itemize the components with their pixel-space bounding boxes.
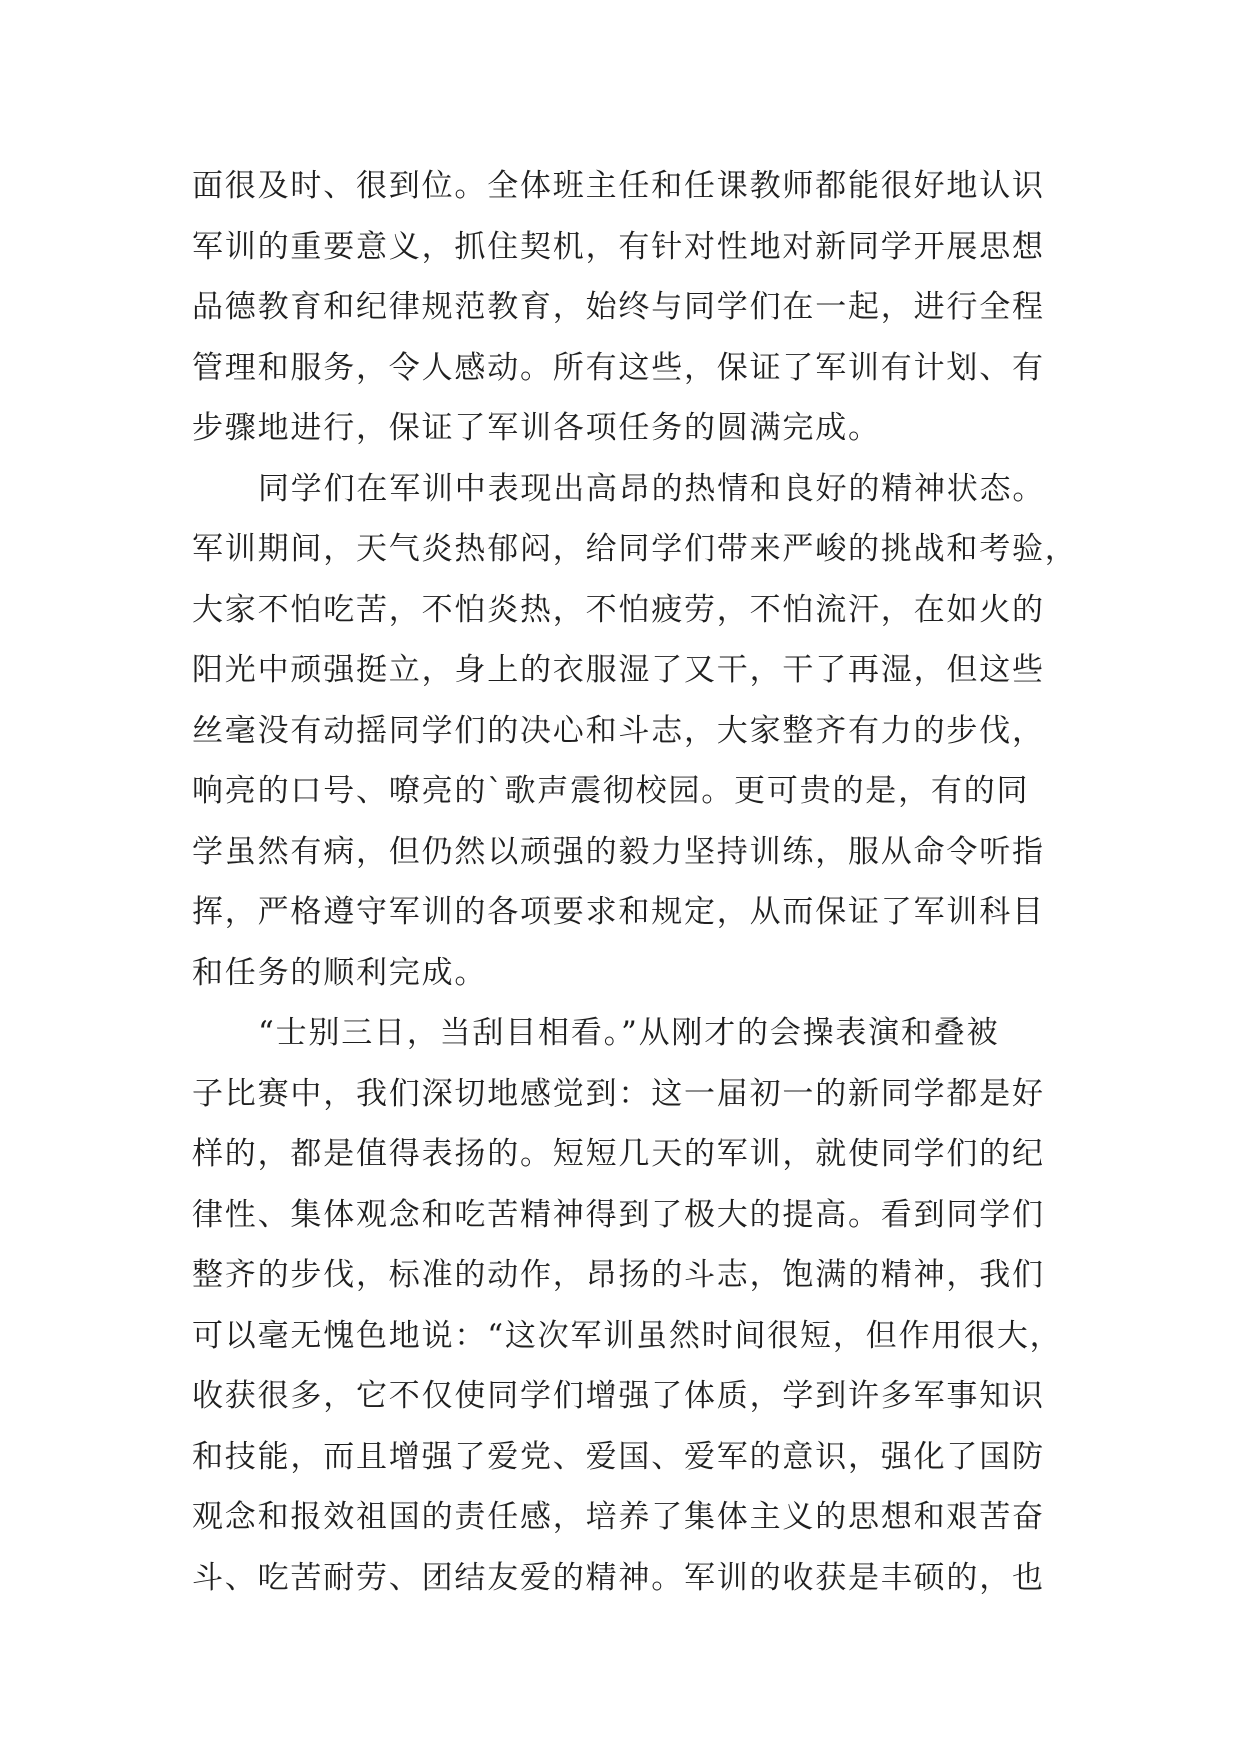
text-line: 和任务的顺利完成。 xyxy=(192,954,488,991)
text-line: 面很及时、很到位。全体班主任和任课教师都能很好地认识 xyxy=(192,168,1045,204)
text-line: 响亮的口号、嘹亮的`歌声震彻校园。更可贵的是，有的同 xyxy=(192,773,1030,809)
paragraph-3 xyxy=(192,1003,1063,1608)
paragraph-1 xyxy=(192,156,1058,459)
text-line: 学虽然有病，但仍然以顽强的毅力坚持训练，服从命令听指 xyxy=(192,833,1045,870)
text-line: 挥，严格遵守军训的各项要求和规定，从而保证了军训科目 xyxy=(192,894,1045,930)
text-line: 品德教育和纪律规范教育，始终与同学们在一起，进行全程 xyxy=(192,289,1045,325)
text-line: 同学们在军训中表现出高昂的热情和良好的精神状态。 xyxy=(258,470,1046,507)
text-line: 管理和服务，令人感动。所有这些，保证了军训有计划、有 xyxy=(192,349,1045,386)
text-line: 军训期间，天气炎热郁闷，给同学们带来严峻的挑战和考验， xyxy=(192,531,1078,567)
text-line: 观念和报效祖国的责任感，培养了集体主义的思想和艰苦奋 xyxy=(192,1499,1045,1535)
text-line: “士别三日，当刮目相看。”从刚才的会操表演和叠被 xyxy=(258,1015,1000,1051)
text-line: 和技能，而且增强了爱党、爱国、爱军的意识，强化了国防 xyxy=(192,1438,1045,1475)
document-body xyxy=(192,156,1078,1608)
text-line: 步骤地进行，保证了军训各项任务的圆满完成。 xyxy=(192,410,881,446)
text-line: 律性、集体观念和吃苦精神得到了极大的提高。看到同学们 xyxy=(192,1196,1045,1233)
paragraph-2 xyxy=(192,459,1078,1004)
text-line: 丝毫没有动摇同学们的决心和斗志，大家整齐有力的步伐， xyxy=(192,712,1045,749)
text-line: 大家不怕吃苦，不怕炎热，不怕疲劳，不怕流汗，在如火的 xyxy=(192,591,1045,628)
text-line: 子比赛中，我们深切地感觉到：这一届初一的新同学都是好 xyxy=(192,1075,1045,1112)
text-line: 样的，都是值得表扬的。短短几天的军训，就使同学们的纪 xyxy=(192,1136,1045,1172)
text-line: 收获很多，它不仅使同学们增强了体质，学到许多军事知识 xyxy=(192,1378,1045,1414)
text-line: 斗、吃苦耐劳、团结友爱的精神。军训的收获是丰硕的，也 xyxy=(192,1559,1045,1596)
text-line: 可以毫无愧色地说：“这次军训虽然时间很短，但作用很大， xyxy=(192,1317,1063,1354)
text-line: 整齐的步伐，标准的动作，昂扬的斗志，饱满的精神，我们 xyxy=(192,1257,1045,1293)
text-line: 军训的重要意义，抓住契机，有针对性地对新同学开展思想 xyxy=(192,228,1045,265)
text-line: 阳光中顽强挺立，身上的衣服湿了又干，干了再湿，但这些 xyxy=(192,652,1045,688)
